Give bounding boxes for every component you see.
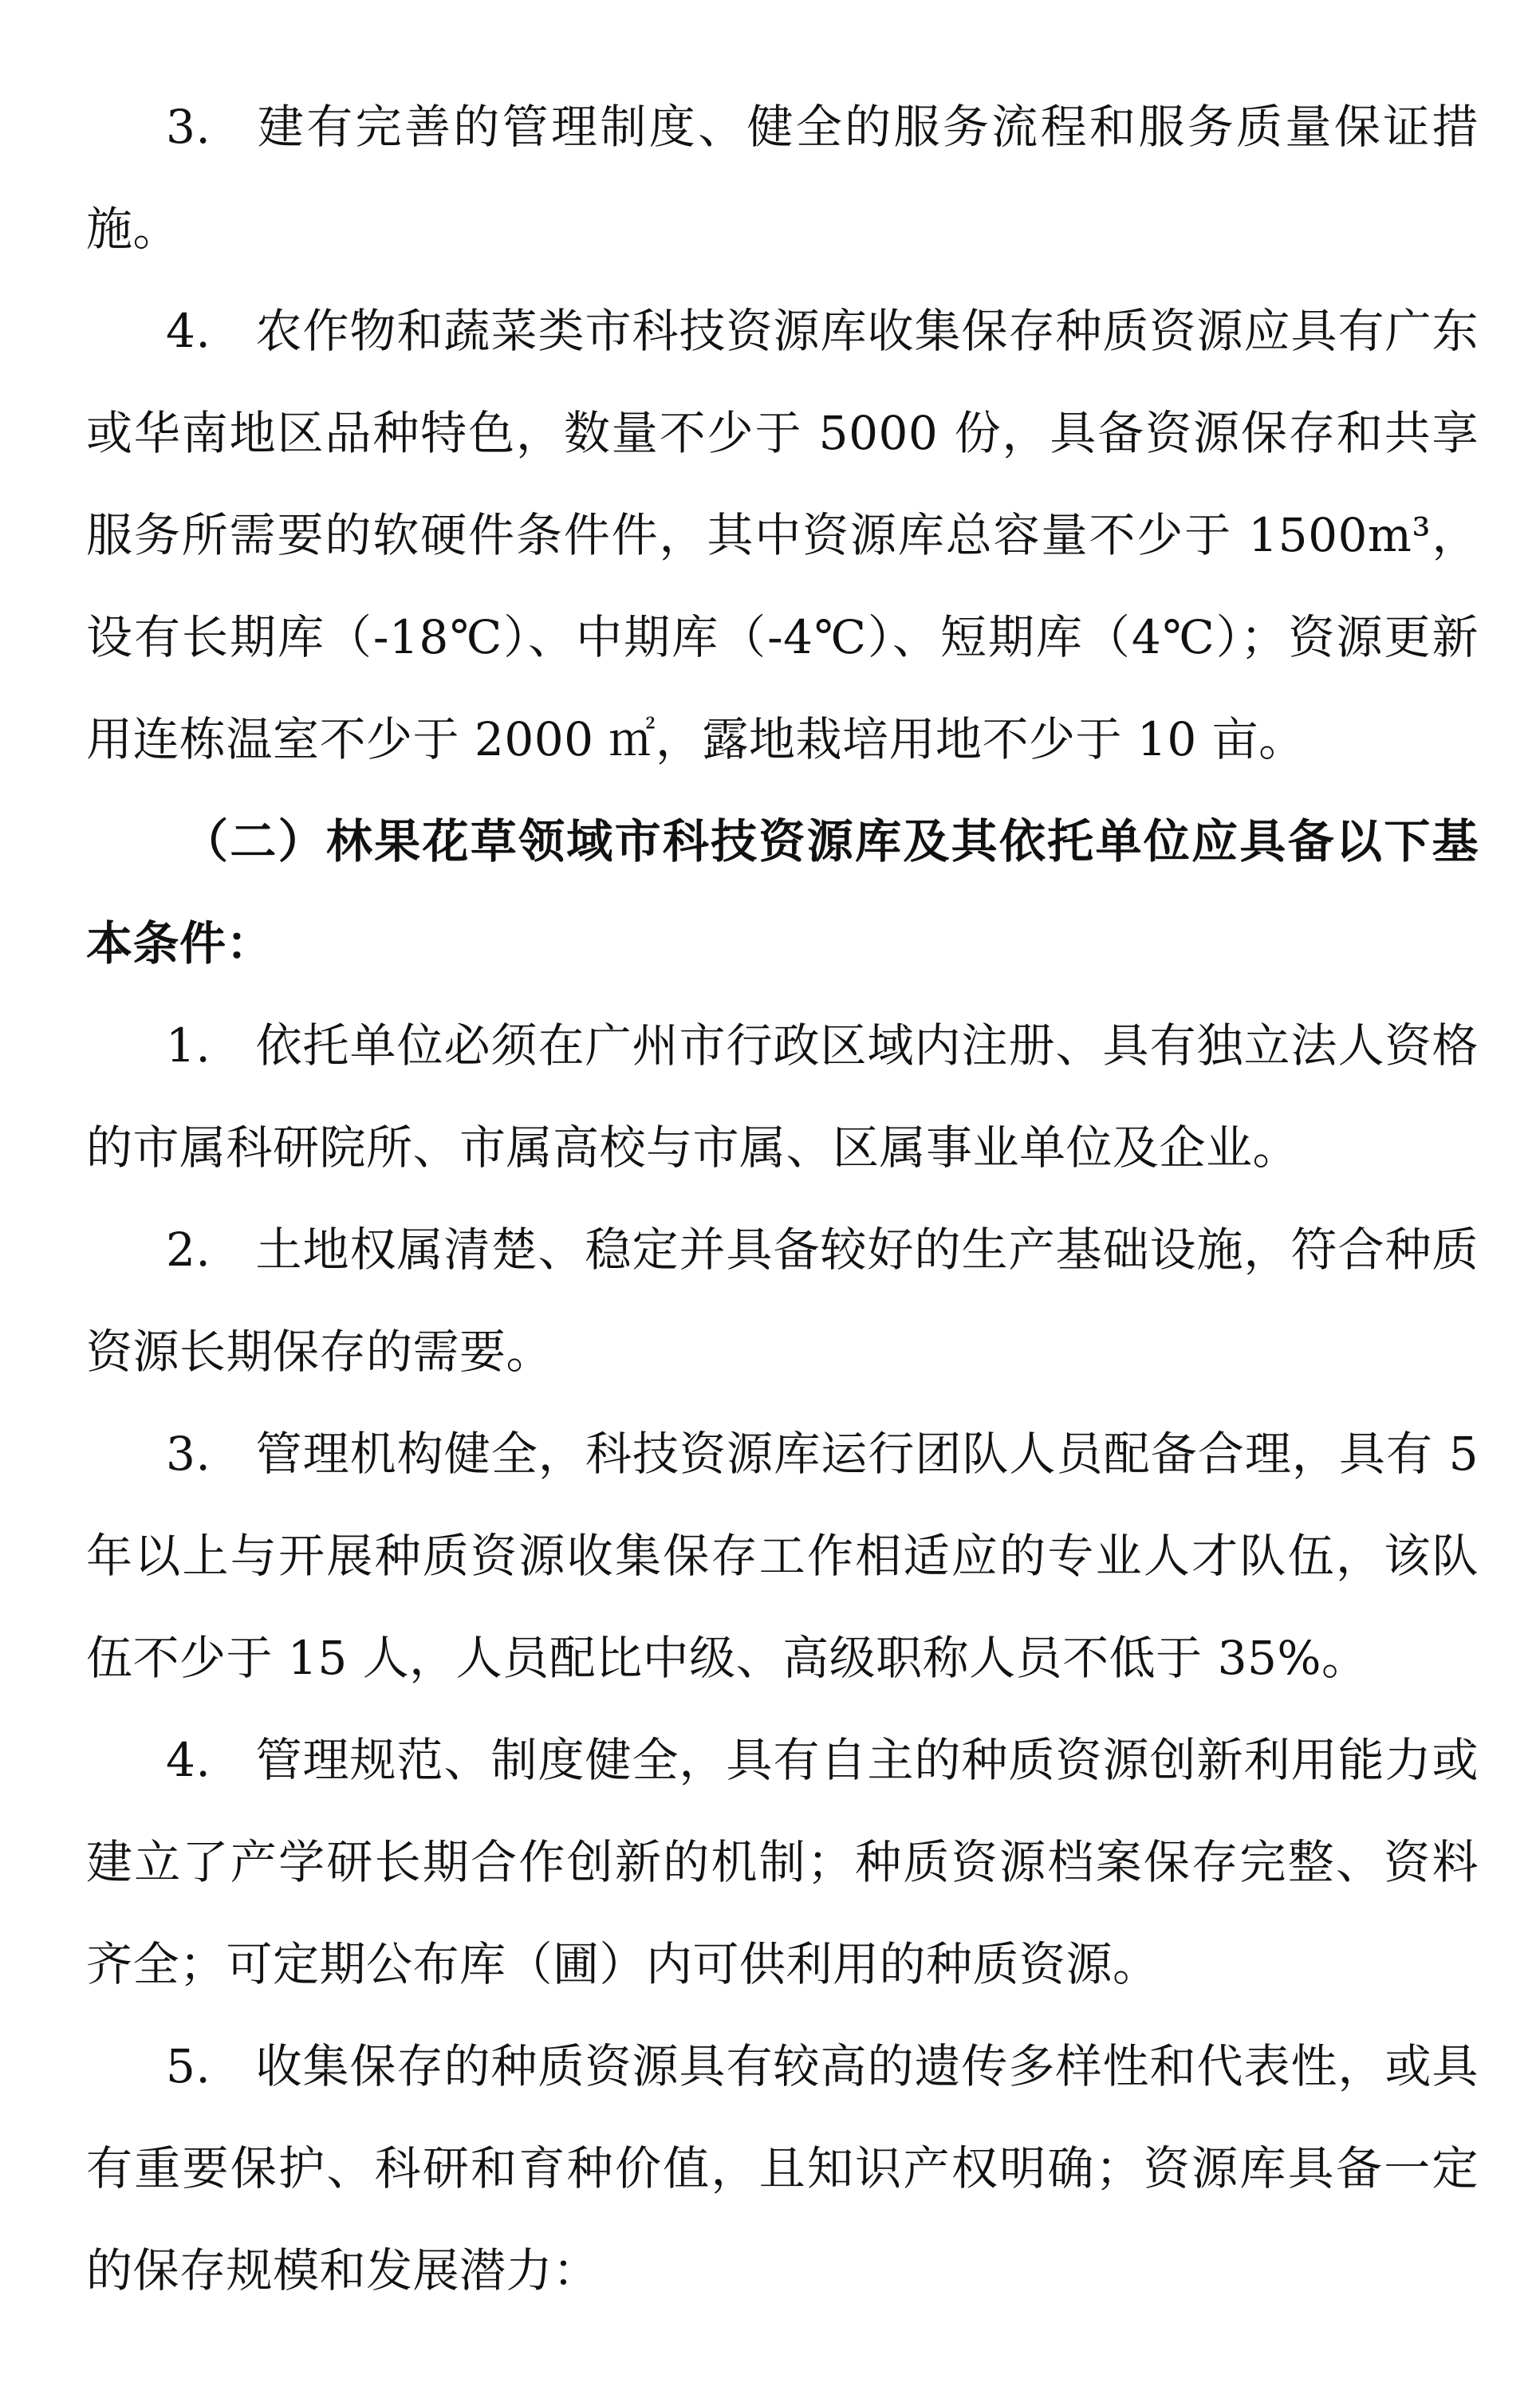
item-number: 4. — [166, 1733, 211, 1787]
item-number: 4. — [166, 304, 211, 358]
paragraph-item-3 — [86, 76, 1479, 280]
paragraph-text: 管理规范、制度健全，具有自主的种质资源创新利用能力或建立了产学研长期合作创新的机制；种质资源档案保存完整、资料齐全；可定期公布库（圃）内可供利用的种质资源。 — [86, 1733, 1479, 1991]
paragraph-text: 管理机构健全，科技资源库运行团队人员配备合理，具有 5 年以上与开展种质资源收集保存工作相适应的专业人才队伍，该队伍不少于 15 人，人员配比中级、高级职称人员不低于 35%。 — [86, 1427, 1479, 1685]
paragraph-text: 依托单位必须在广州市行政区域内注册、具有独立法人资格的市属科研院所、市属高校与市属、区属事业单位及企业。 — [86, 1018, 1479, 1175]
paragraph-item-4b — [86, 1709, 1479, 2015]
paragraph-item-1 — [86, 994, 1479, 1199]
document-body — [86, 76, 1479, 2321]
paragraph-text: 土地权属清楚、稳定并具备较好的生产基础设施，符合种质资源长期保存的需要。 — [86, 1223, 1479, 1379]
paragraph-text: 收集保存的种质资源具有较高的遗传多样性和代表性，或具有重要保护、科研和育种价值，且知识产权明确；资源库具备一定的保存规模和发展潜力： — [86, 2039, 1479, 2298]
item-number: 3. — [166, 1427, 211, 1481]
item-number: 2. — [166, 1223, 211, 1277]
paragraph-item-2 — [86, 1199, 1479, 1403]
paragraph-item-3b — [86, 1403, 1479, 1709]
item-number: 1. — [166, 1018, 211, 1073]
paragraph-item-4 — [86, 280, 1479, 790]
item-number: 3. — [166, 100, 211, 154]
paragraph-text: 建有完善的管理制度、健全的服务流程和服务质量保证措施。 — [86, 100, 1479, 256]
item-number: 5. — [166, 2039, 211, 2093]
paragraph-text: 农作物和蔬菜类市科技资源库收集保存种质资源应具有广东或华南地区品种特色，数量不少于 5000 份，具备资源保存和共享服务所需要的软硬件条件件，其中资源库总容量不少于 1500m³，设有长期库（-18℃）、中期库（-4℃）、短期库（4℃）；资源更新用连栋温室不少于 2000 ㎡，露地栽培用地不少于 10 亩。 — [86, 304, 1479, 766]
paragraph-item-5 — [86, 2015, 1479, 2321]
section-heading: （二）林果花草领域市科技资源库及其依托单位应具备以下基本条件： — [86, 814, 1479, 971]
